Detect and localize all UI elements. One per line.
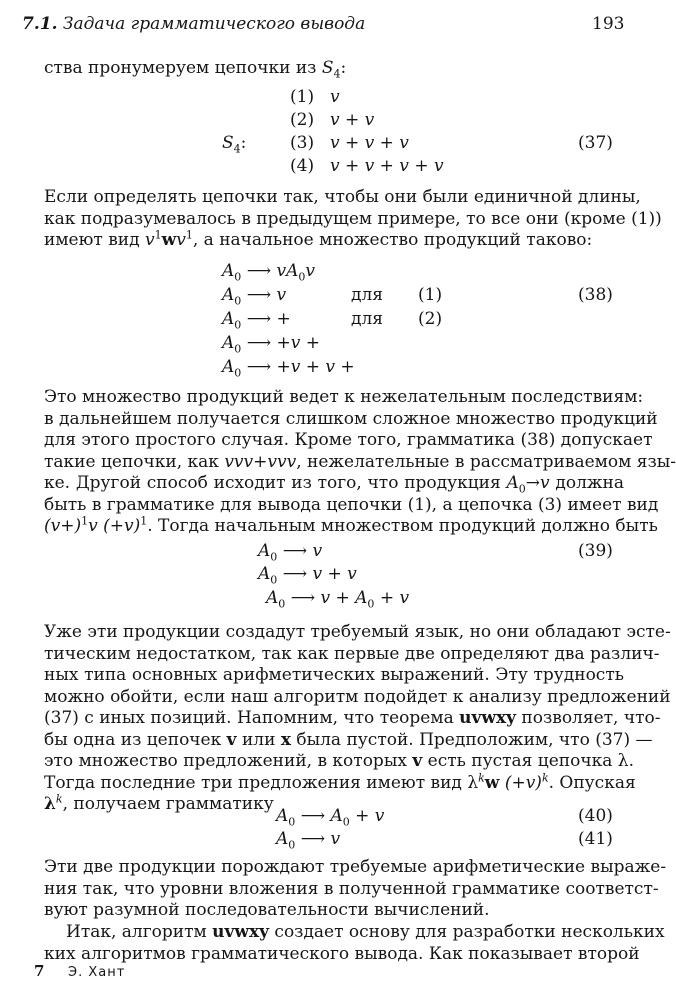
eq39-row-3: $A_0$ ⟶ $v + A_0 + v$	[266, 588, 410, 611]
section-number: 7.1.	[22, 14, 58, 34]
page-number: 193	[592, 14, 625, 34]
paragraph-2: Это множество продукций ведет к нежелательным последствиям: в дальнейшем получается слишком сложное множество продукций для этого простого случая. Кроме того, грамматика (38) допускает такие цепочки, как vvv+vvv, нежелательные в рассматриваемом язы- ке. Другой способ исходит из того, что продукция $A_0\to v$ должна быть в грамматике для вывода цепочки (1), а цепочка (3) имеет вид $(v+)^1v$ $(+v)^1$. Тогда начальным множеством продукций должно быть	[44, 387, 676, 536]
s4-expr-1: v	[330, 87, 340, 107]
s4-expr-3: v + v + v	[330, 133, 409, 153]
eq38-row-5: $A_0$ ⟶ +v + v +	[222, 357, 355, 380]
s4-num-4: (4)	[290, 156, 315, 176]
equation-number: (38)	[578, 285, 613, 305]
intro-line: ства пронумеруем цепочки из $S_4$:	[44, 58, 347, 81]
eq38-row-4: $A_0$ ⟶ +v +	[222, 333, 320, 356]
equation-number: (40)	[578, 806, 613, 826]
s4-label: $S_4$:	[222, 133, 247, 156]
s4-expr-2: v + v	[330, 110, 375, 130]
eq39-row-1: $A_0$ ⟶ v	[258, 541, 323, 564]
eq38-row-2: $A_0$ ⟶ v	[222, 285, 287, 308]
eq38-ref-2: (1)	[418, 285, 443, 305]
section-title: Задача грамматического вывода	[62, 14, 366, 34]
running-head	[22, 14, 365, 34]
signature-mark: 7	[34, 962, 45, 980]
paragraph-3: Уже эти продукции создадут требуемый язык, но они обладают эсте- тическим недостатком, так как первые две определяют два различ- ных типа основных арифметических выражений. Эту трудность можно обойти, если наш алгоритм подойдет к анализу предложений (37) с иных позиций. Напомним, что теорема uvwxy позволяет, что- бы одна из цепочек v или x была пустой. Предположим, что (37) — это множество предложений, в которых v есть пустая цепочка λ. Тогда последние три предложения имеют вид $\lambda^kw$ $(+v)^k$. Опуская $\lambda^k$, получаем грамматику	[44, 622, 671, 814]
equation-number: (41)	[578, 829, 613, 849]
equation-number: (37)	[578, 133, 613, 153]
s4-num-3: (3)	[290, 133, 315, 153]
eq38-ref-3: (2)	[418, 309, 443, 329]
paragraph-1: Если определять цепочки так, чтобы они были единичной длины, как подразумевалось в предыдущем примере, то все они (кроме (1)) имеют вид $v^1wv^1$, а начальное множество продукций таково:	[44, 187, 662, 250]
eq38-note-3: для	[351, 309, 383, 329]
eq38-row-3: $A_0$ ⟶ +	[222, 309, 291, 332]
equation-number: (39)	[578, 541, 613, 561]
author-name: Э. Хант	[68, 965, 126, 980]
eq38-note-2: для	[351, 285, 383, 305]
eq39-row-2: $A_0$ ⟶ v + v	[258, 564, 357, 587]
s4-expr-4: v + v + v + v	[330, 156, 444, 176]
paragraph-4: Эти две продукции порождают требуемые арифметические выраже- ния так, что уровни вложения в полученной грамматике соответст- вуют разумной последовательности вычислений.	[44, 857, 667, 920]
s4-num-1: (1)	[290, 87, 315, 107]
eq38-row-1: $A_0$ ⟶ $vA_0v$	[222, 261, 315, 284]
s4-num-2: (2)	[290, 110, 315, 130]
paragraph-5: Итак, алгоритм uvwxy создает основу для разработки нескольких ких алгоритмов грамматического вывода. Как показывает второй	[44, 922, 665, 964]
